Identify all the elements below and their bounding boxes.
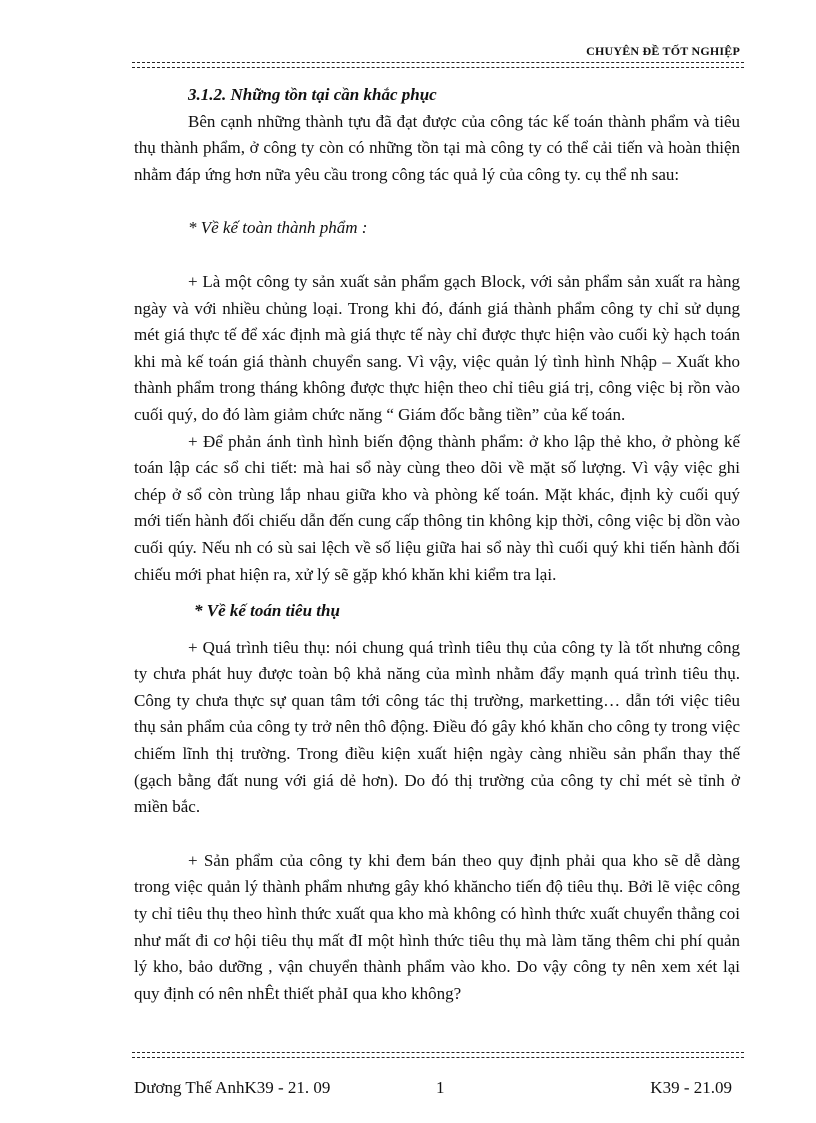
intro-paragraph: Bên cạnh những thành tựu đã đạt được của công tác kế toán thành phẩm và tiêu thụ thành phẩm, ở công ty còn có những tồn tại mà công ty có thể cải tiến và hoàn thiện nhằm đáp ứng hơn nữa yêu cầu trong công tác quả lý của công ty. cụ thể nh sau:: [134, 111, 740, 184]
subheading-finished-goods: * Về kế toàn thành phẩm :: [188, 218, 368, 238]
paragraph-1: + Là một công ty sản xuất sản phẩm gạch Block, với sản phẩm sản xuất ra hàng ngày và với nhiều chủng loại. Trong khi đó, đánh giá thành phẩm công ty chỉ sử dụng mét giá thực tế để xác định mà giá thực tế này chỉ được thực hiện vào cuối kỳ hạch toán khi mà kế toán giá thành chuyển sang. Vì vậy, việc quản lý tình hình Nhập – Xuất kho thành phẩm trong tháng không được thực hiện theo chỉ tiêu giá trị, công việc bị rồn vào cuối quý, do đó làm giảm chức năng “ Giám đốc bằng tiền” của kế toán.: [134, 271, 740, 424]
page-header-title: CHUYÊN ĐỀ TỐT NGHIỆP: [586, 44, 740, 58]
header-divider: [132, 62, 744, 68]
subheading-sales: * Về kế toán tiêu thụ: [194, 601, 340, 621]
footer-author: Dương Thế AnhK39 - 21. 09: [134, 1078, 331, 1097]
page-footer: [134, 1078, 732, 1102]
section-heading: 3.1.2. Những tồn tại cần khắc phục: [188, 85, 437, 104]
paragraph-3: + Quá trình tiêu thụ: nói chung quá trình tiêu thụ của công ty là tốt nhưng công ty chưa phát huy được toàn bộ khả năng của mình nhằm đẩy mạnh quá trình tiêu thụ. Công ty chưa thực sự quan tâm tới công tác thị trường, marketting… dẫn tới việc tiêu thụ sản phẩm của công ty trở nên thô động. Điều đó gây khó khăn cho công ty trong việc chiếm lĩnh thị trường. Trong điều kiện xuất hiện ngày càng nhiều sản phẩn thay thế (gạch bằng đất nung với giá dẻ hơn). Do đó thị trường của công ty chỉ mét sè tỉnh ở miền bắc.: [134, 637, 740, 817]
paragraph-2: + Để phản ánh tình hình biến động thành phẩm: ở kho lập thẻ kho, ở phòng kế toán lập các sổ chi tiết: mà hai sổ này cùng theo dõi về mặt số lượng. Vì vậy việc ghi chép ở sổ còn trùng lắp nhau giữa kho và phòng kế toán. Mặt khác, định kỳ cuối quý mới tiến hành đối chiếu dẫn đến cung cấp thông tin không kịp thời, công việc bị dồn vào cuối qúy. Nếu nh có sù sai lệch về số liệu giữa hai sổ này thì cuối quý khi tiến hành đối chiếu mới phat hiện ra, xử lý sẽ gặp khó khăn khi kiểm tra lại.: [134, 431, 740, 584]
footer-class-code: K39 - 21.09: [650, 1078, 732, 1097]
footer-page-number: 1: [436, 1078, 445, 1097]
footer-divider: [132, 1052, 744, 1058]
paragraph-4: + Sản phẩm của công ty khi đem bán theo quy định phải qua kho sẽ dễ dàng trong việc quản lý thành phẩm nhưng gây khó khăncho tiến độ tiêu thụ. Bởi lẽ việc công ty chỉ tiêu thụ theo hình thức xuất qua kho mà không có hình thức xuất chuyển thẳng coi như mất đi cơ hội tiêu thụ mất đI một hình thức tiêu thụ mà làm tăng thêm chi phí quản lý kho, bảo dưỡng , vận chuyển thành phẩm vào kho. Do vậy công ty nên xem xét lại quy định có nên nhÊt thiết phảI qua kho không?: [134, 850, 740, 1003]
document-body: [134, 82, 740, 1007]
